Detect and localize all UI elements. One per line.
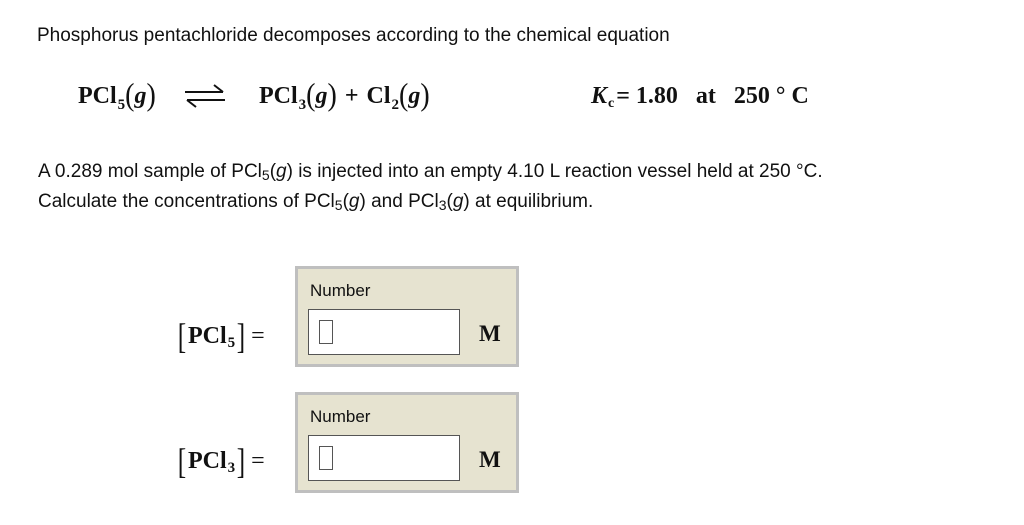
bracket-open: [	[177, 441, 187, 481]
problem-phase: g	[452, 191, 464, 212]
problem-subscript: 3	[438, 197, 447, 213]
product1-subscript: 3	[298, 97, 307, 113]
text-cursor-icon	[319, 446, 333, 470]
paren-open: (	[125, 77, 135, 114]
product1-formula: PCl	[259, 83, 298, 109]
kc-value: = 1.80	[616, 83, 678, 109]
problem-statement	[38, 157, 823, 217]
problem-line-1	[38, 157, 823, 187]
equation-reactant	[78, 77, 156, 114]
pcl3-answer-box	[295, 392, 519, 493]
bracket-close: ]	[236, 316, 246, 356]
kc-symbol: K	[591, 83, 608, 109]
equilibrium-constant	[591, 80, 809, 112]
label-subscript: 3	[227, 459, 236, 476]
unit-label: M	[479, 447, 501, 472]
paren-open: (	[399, 77, 409, 114]
label-formula: PCl	[188, 447, 227, 474]
equation-products	[259, 77, 430, 114]
problem-text: ) and PCl	[359, 191, 439, 212]
paren-close: )	[146, 77, 156, 114]
label-formula: PCl	[188, 322, 227, 349]
reactant-phase: g	[134, 83, 147, 109]
intro-text: Phosphorus pentachloride decomposes according to the chemical equation	[37, 25, 670, 46]
problem-text: ) at equilibrium.	[463, 191, 594, 212]
reactant-subscript: 5	[117, 97, 126, 113]
plus-sign: +	[344, 83, 359, 109]
problem-phase: g	[276, 161, 287, 182]
pcl3-number-input[interactable]	[308, 435, 460, 481]
pcl5-concentration-label	[176, 318, 265, 354]
pcl5-number-input[interactable]	[308, 309, 460, 355]
number-caption: Number	[310, 281, 371, 300]
temperature: 250 ° C	[733, 83, 809, 109]
product2-phase: g	[408, 83, 421, 109]
paren-open: (	[306, 77, 316, 114]
bracket-open: [	[177, 316, 187, 356]
number-caption: Number	[310, 407, 371, 426]
pcl3-concentration-label	[176, 443, 265, 479]
reactant-formula: PCl	[78, 83, 117, 109]
text-cursor-icon	[319, 320, 333, 344]
product2-formula: Cl	[366, 83, 391, 109]
problem-line-2	[38, 187, 823, 217]
equals-sign: =	[251, 322, 265, 349]
equals-sign: =	[251, 447, 265, 474]
paren-close: )	[420, 77, 430, 114]
problem-text: (	[269, 161, 277, 182]
problem-subscript: 5	[334, 197, 343, 213]
problem-text: ) is injected into an empty 4.10 L reaction vessel held at 250 °C.	[286, 161, 823, 182]
problem-text: A 0.289 mol sample of PCl	[38, 161, 262, 182]
label-subscript: 5	[227, 334, 236, 351]
product2-subscript: 2	[391, 97, 400, 113]
problem-subscript: 5	[261, 167, 270, 183]
unit-label: M	[479, 321, 501, 346]
pcl5-answer-box	[295, 266, 519, 367]
bracket-close: ]	[236, 441, 246, 481]
paren-close: )	[327, 77, 337, 114]
problem-text: (	[446, 191, 453, 212]
problem-text: (	[342, 191, 349, 212]
at-text: at	[695, 83, 716, 109]
problem-phase: g	[348, 191, 360, 212]
equilibrium-arrow-icon	[183, 82, 227, 110]
product1-phase: g	[315, 83, 328, 109]
problem-text: Calculate the concentrations of PCl	[38, 191, 335, 212]
kc-subscript: c	[608, 96, 615, 111]
